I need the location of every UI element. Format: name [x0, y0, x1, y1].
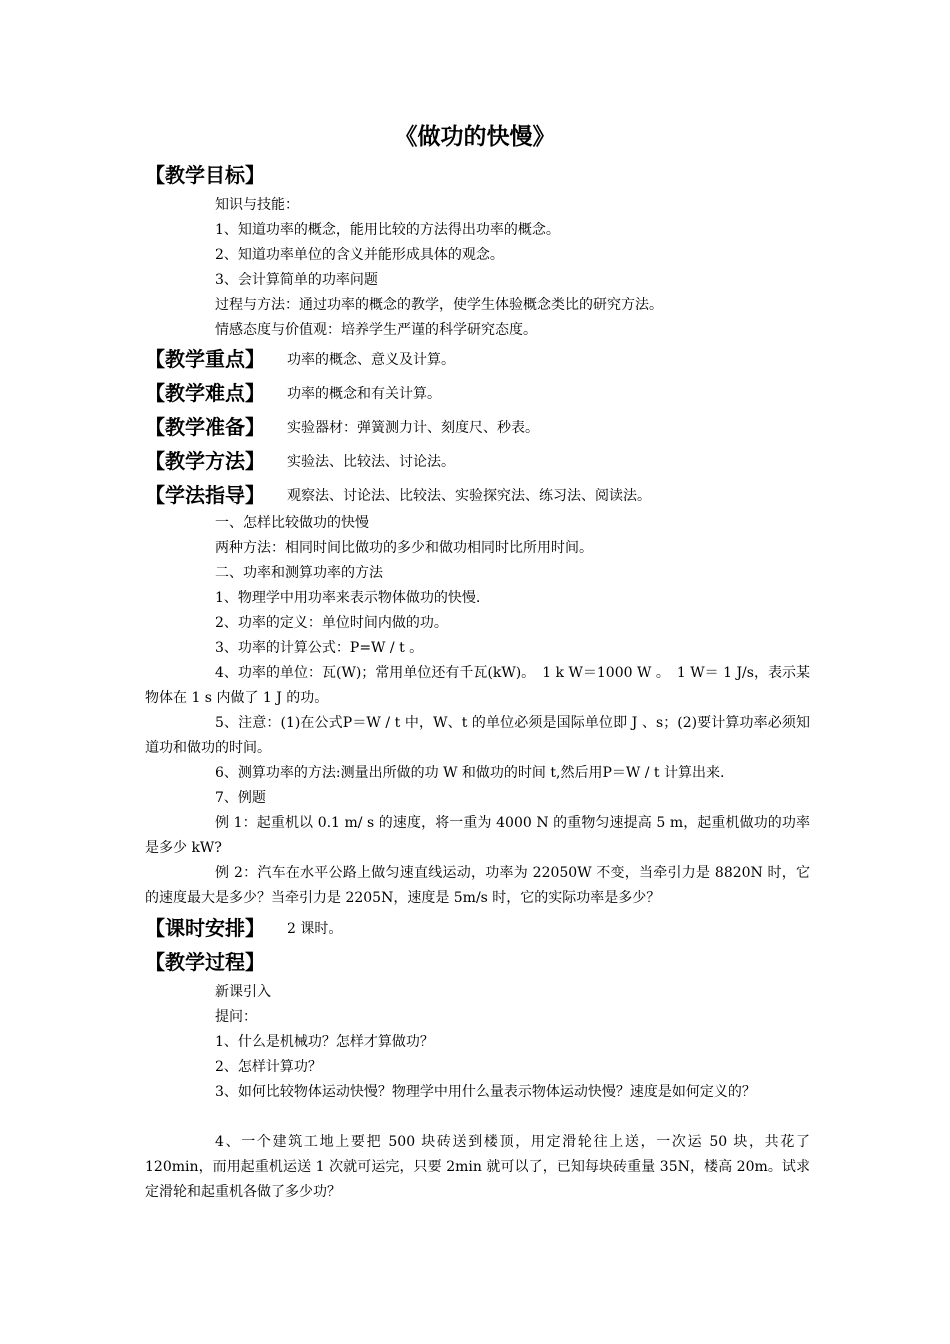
- power-note-paragraph: 5、注意：(1)在公式P＝W / t 中，W、t 的单位必须是国际单位即 J 、s；(2)要计算功率必须知道功和做功的时间。: [145, 715, 810, 756]
- objectives-line: 过程与方法：通过功率的概念的教学，使学生体验概念类比的研究方法。: [215, 297, 663, 313]
- examples-label: 7、例题: [215, 790, 266, 806]
- process-question-4: 4、一个建筑工地上要把 500 块砖送到楼顶，用定滑轮往上送，一次运 50 块，共花了 120min，而用起重机运送 1 次就可运完，只要 2min 就可以了，已知每块砖重量 35N，楼高 20m。试求定滑轮和起重机各做了多少功？: [145, 1134, 810, 1200]
- heading-methods: [145, 445, 455, 478]
- heading-study-guide-label: 【学法指导】: [145, 483, 265, 507]
- heading-preparation: [145, 411, 539, 444]
- heading-objectives: [145, 159, 265, 191]
- heading-difficulties: [145, 377, 441, 410]
- heading-schedule-label: 【课时安排】: [145, 916, 265, 940]
- heading-key-points: [145, 343, 455, 376]
- study-guide-line: 一、怎样比较做功的快慢: [215, 515, 369, 531]
- objectives-line: 知识与技能：: [215, 197, 299, 213]
- process-question-3: 3、如何比较物体运动快慢？物理学中用什么量表示物体运动快慢？速度是如何定义的？: [215, 1084, 756, 1100]
- heading-key-points-label: 【教学重点】: [145, 347, 265, 371]
- study-guide-line: 二、功率和测算功率的方法: [215, 565, 383, 581]
- key-points-text: 功率的概念、意义及计算。: [287, 352, 455, 368]
- methods-text: 实验法、比较法、讨论法。: [287, 454, 455, 470]
- schedule-text: 2 课时。: [287, 921, 343, 937]
- heading-methods-label: 【教学方法】: [145, 449, 265, 473]
- power-unit-paragraph: 4、功率的单位：瓦(W)；常用单位还有千瓦(kW)。 1 k W＝1000 W 。 1 W＝ 1 J/s，表示某物体在 1 s 内做了 1 J 的功。: [145, 665, 810, 706]
- process-line: 新课引入: [215, 984, 271, 1000]
- process-line: 提问：: [215, 1009, 257, 1025]
- document-title: 《做功的快慢》: [394, 124, 556, 150]
- objectives-line: 1、知道功率的概念，能用比较的方法得出功率的概念。: [215, 222, 560, 238]
- heading-objectives-label: 【教学目标】: [145, 163, 265, 187]
- study-guide-line: 3、功率的计算公式：P=W / t 。: [215, 640, 424, 656]
- objectives-line: 3、会计算简单的功率问题: [215, 272, 378, 288]
- study-guide-text: 观察法、讨论法、比较法、实验探究法、练习法、阅读法。: [287, 488, 651, 504]
- study-guide-line: 1、物理学中用功率来表示物体做功的快慢.: [215, 590, 481, 606]
- example-2: 例 2：汽车在水平公路上做匀速直线运动，功率为 22050W 不变，当牵引力是 8820N 时，它的速度最大是多少？当牵引力是 2205N，速度是 5m/s 时，它的实际功率是多少？: [145, 865, 810, 906]
- heading-schedule: [145, 912, 342, 945]
- preparation-text: 实验器材：弹簧测力计、刻度尺、秒表。: [287, 420, 539, 436]
- heading-study-guide: [145, 479, 651, 512]
- heading-preparation-label: 【教学准备】: [145, 415, 265, 439]
- power-measure-line: 6、测算功率的方法:测量出所做的功 W 和做功的时间 t,然后用P＝W / t 计算出来.: [215, 765, 725, 781]
- process-line: 1、什么是机械功？怎样才算做功？: [215, 1034, 434, 1050]
- study-guide-line: 2、功率的定义：单位时间内做的功。: [215, 615, 448, 631]
- example-1: 例 1：起重机以 0.1 m/ s 的速度，将一重为 4000 N 的重物匀速提高 5 m，起重机做功的功率是多少 kW?: [145, 815, 810, 856]
- heading-difficulties-label: 【教学难点】: [145, 381, 265, 405]
- process-line: 2、怎样计算功？: [215, 1059, 322, 1075]
- study-guide-line: 两种方法：相同时间比做功的多少和做功相同时比所用时间。: [215, 540, 593, 556]
- objectives-line: 2、知道功率单位的含义并能形成具体的观念。: [215, 247, 504, 263]
- heading-process: [145, 946, 265, 978]
- difficulties-text: 功率的概念和有关计算。: [287, 386, 441, 402]
- objectives-line: 情感态度与价值观：培养学生严谨的科学研究态度。: [215, 322, 537, 338]
- heading-process-label: 【教学过程】: [145, 950, 265, 974]
